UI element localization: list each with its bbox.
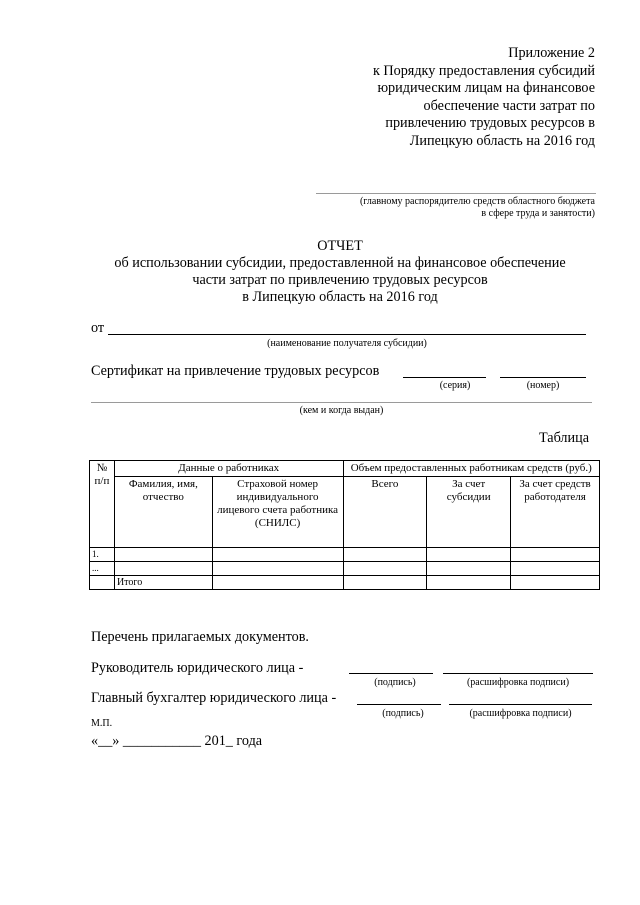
appendix-line: Приложение 2 bbox=[508, 45, 595, 61]
appendix-line: Липецкую область на 2016 год bbox=[409, 132, 595, 149]
from-hint: (наименование получателя субсидии) bbox=[267, 338, 427, 349]
table-cell[interactable] bbox=[511, 562, 600, 576]
header-fio: Фамилия, имя, отчество bbox=[114, 477, 212, 548]
table-cell[interactable] bbox=[114, 548, 212, 562]
table-cell[interactable] bbox=[427, 562, 511, 576]
appendix-line: обеспечение части затрат по bbox=[423, 97, 595, 114]
accountant-label: Главный бухгалтер юридического лица - bbox=[91, 690, 337, 706]
stamp-label: М.П. bbox=[91, 718, 113, 729]
row-number: 1. bbox=[90, 548, 115, 562]
date-line[interactable]: «__» ___________ 201_ года bbox=[91, 733, 263, 749]
accountant-decode-line[interactable] bbox=[449, 704, 592, 705]
table-cell[interactable] bbox=[343, 576, 427, 590]
table-cell[interactable] bbox=[212, 576, 343, 590]
title-line: в Липецкую область на 2016 год bbox=[242, 289, 438, 305]
issued-line[interactable] bbox=[91, 402, 592, 403]
table-subheader-row bbox=[90, 477, 600, 548]
title-line: об использовании субсидии, предоставленной на финансовое обеспечение bbox=[114, 255, 566, 271]
table-cell[interactable] bbox=[343, 548, 427, 562]
table-cell[interactable] bbox=[212, 548, 343, 562]
from-line[interactable] bbox=[108, 334, 586, 335]
table-cell bbox=[90, 576, 115, 590]
recipient-line bbox=[316, 193, 596, 194]
title-line: части затрат по привлечению трудовых ресурсов bbox=[192, 272, 488, 288]
head-signature-line[interactable] bbox=[349, 673, 433, 674]
appendix-line: юридическим лицам на финансовое bbox=[377, 80, 595, 96]
accountant-decode-hint: (расшифровка подписи) bbox=[469, 708, 572, 719]
header-employer: За счет средств работодателя bbox=[511, 477, 600, 548]
certificate-number-line[interactable] bbox=[500, 377, 586, 378]
certificate-label: Сертификат на привлечение трудовых ресурсов bbox=[91, 363, 380, 379]
head-label: Руководитель юридического лица - bbox=[91, 660, 304, 676]
appendix-block bbox=[373, 45, 595, 150]
table-cell[interactable] bbox=[427, 548, 511, 562]
appendix-line: привлечению трудовых ресурсов в bbox=[385, 115, 595, 131]
header-num: № п/п bbox=[90, 461, 115, 548]
title-line: ОТЧЕТ bbox=[317, 238, 363, 254]
table-cell[interactable] bbox=[511, 576, 600, 590]
table-cell[interactable] bbox=[212, 562, 343, 576]
certificate-series-hint: (серия) bbox=[439, 380, 471, 391]
header-total: Всего bbox=[343, 477, 427, 548]
table-cell[interactable] bbox=[114, 562, 212, 576]
total-label: Итого bbox=[114, 576, 212, 590]
header-subsidy: За счет субсидии bbox=[427, 477, 511, 548]
certificate-number-hint: (номер) bbox=[526, 380, 560, 391]
table-total-row bbox=[90, 576, 600, 590]
table-row bbox=[90, 562, 600, 576]
table-cell[interactable] bbox=[343, 562, 427, 576]
report-table bbox=[89, 460, 600, 590]
certificate-series-line[interactable] bbox=[403, 377, 486, 378]
table-row bbox=[90, 548, 600, 562]
accountant-signature-line[interactable] bbox=[357, 704, 441, 705]
appendix-line: к Порядку предоставления субсидий bbox=[372, 62, 595, 79]
row-number: ... bbox=[90, 562, 115, 576]
issued-hint: (кем и когда выдан) bbox=[299, 405, 384, 416]
accountant-sign-hint: (подпись) bbox=[382, 708, 424, 719]
head-decode-hint: (расшифровка подписи) bbox=[466, 677, 570, 688]
table-header-row bbox=[90, 461, 600, 477]
table-label: Таблица bbox=[538, 430, 589, 446]
table-cell[interactable] bbox=[511, 548, 600, 562]
documents-label: Перечень прилагаемых документов. bbox=[91, 629, 309, 645]
header-funds: Объем предоставленных работникам средств (руб.) bbox=[343, 461, 600, 477]
table-cell[interactable] bbox=[427, 576, 511, 590]
head-decode-line[interactable] bbox=[443, 673, 593, 674]
recipient-hint: (главному распорядителю средств областного бюджета в сфере труда и занятости) bbox=[359, 196, 595, 219]
head-sign-hint: (подпись) bbox=[374, 677, 416, 688]
from-label: от bbox=[91, 320, 105, 336]
header-workers: Данные о работниках bbox=[114, 461, 343, 477]
report-title bbox=[0, 238, 640, 306]
header-snils: Страховой номер индивидуального лицевого счета работника (СНИЛС) bbox=[212, 477, 343, 548]
